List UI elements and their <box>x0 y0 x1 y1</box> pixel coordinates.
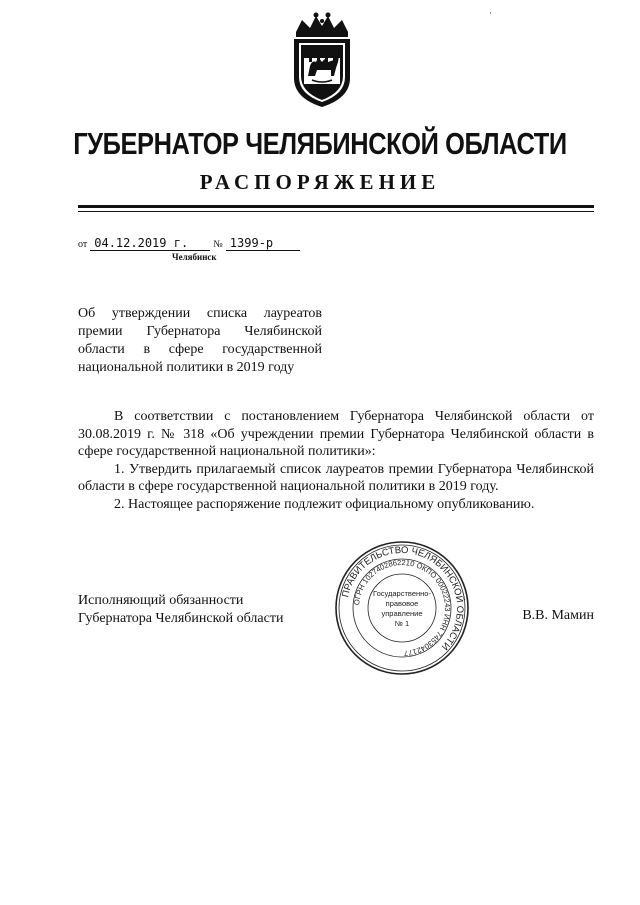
date-prefix: от <box>78 239 88 250</box>
signatory-name: В.В. Мамин <box>522 608 594 623</box>
header-rule-thin <box>78 211 594 212</box>
stamp-center-line: № 1 <box>394 619 410 628</box>
official-stamp <box>334 540 470 676</box>
document-type: РАСПОРЯЖЕНИЕ <box>199 170 441 194</box>
stamp-outer-text: ПРАВИТЕЛЬСТВО ЧЕЛЯБИНСКОЙ ОБЛАСТИ <box>340 544 466 652</box>
stamp-center-line: Государственно- <box>373 589 431 598</box>
signatory-position-line: Исполняющий обязанности <box>78 593 244 608</box>
document-city: Челябинск <box>172 252 217 262</box>
chelyabinsk-coat-of-arms-icon <box>282 10 362 110</box>
body-paragraph: 1. Утвердить прилагаемый список лауреатов премии Губернатора Челябинской области в сфере государственной национальной политики в 2019 году. <box>78 461 594 494</box>
body-paragraph: В соответствии с постановлением Губернатора Челябинской области от 30.08.2019 г. № 318 «Об учреждении премии Губернатора Челябинской области в сфере государственной национальной политики»: <box>78 409 594 459</box>
body-paragraph: 2. Настоящее распоряжение подлежит официальному опубликованию. <box>114 496 535 512</box>
page-title: ГУБЕРНАТОР ЧЕЛЯБИНСКОЙ ОБЛАСТИ <box>73 126 567 161</box>
document-body <box>78 408 594 513</box>
document-date: 04.12.2019 г. <box>90 236 210 251</box>
signatory-position-line: Губернатора Челябинской области <box>78 611 284 626</box>
number-label: № <box>213 239 223 250</box>
document-subject: Об утверждении списка лауреатов премии Губернатора Челябинской области в сфере государственной национальной политики в 2019 году <box>78 306 322 375</box>
document-number: 1399-р <box>226 236 300 251</box>
scan-speck <box>490 12 491 14</box>
header-rule-thick <box>78 205 594 208</box>
signatory-position <box>78 592 283 628</box>
stamp-center-line: управление <box>381 609 423 618</box>
stamp-mid-text: ОГРН 1027402862210 ОКПО 00022243 ИНН 7453042177 <box>352 557 453 658</box>
stamp-center-line: правовое <box>385 599 419 608</box>
document-meta <box>78 236 300 251</box>
